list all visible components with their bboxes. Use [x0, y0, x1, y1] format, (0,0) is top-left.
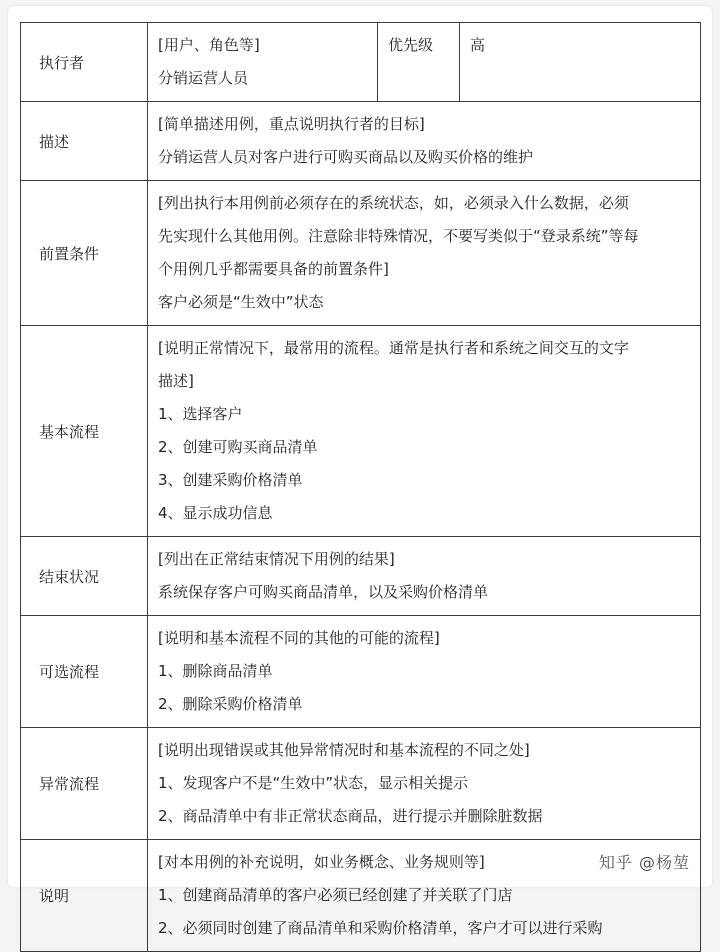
exception-flow-step: 1、发现客户不是“生效中”状态，显示相关提示 — [158, 774, 469, 792]
use-case-table — [20, 22, 701, 952]
end-state-hint: [列出在正常结束情况下用例的结果] — [158, 550, 395, 568]
exception-flow-label: 异常流程 — [21, 728, 148, 840]
zhihu-watermark: 知乎 @杨堃 — [598, 853, 690, 872]
exception-flow-step: 2、商品清单中有非正常状态商品，进行提示并删除脏数据 — [158, 807, 543, 825]
description-label: 描述 — [21, 102, 148, 181]
basic-flow-row — [21, 326, 701, 537]
basic-flow-step: 4、显示成功信息 — [158, 504, 273, 522]
end-state-row — [21, 537, 701, 616]
description-text: 分销运营人员对客户进行可购买商品以及购买价格的维护 — [158, 148, 534, 166]
precondition-text: 客户必须是“生效中”状态 — [158, 293, 324, 311]
actor-row — [21, 23, 701, 102]
precondition-hint-line: 先实现什么其他用例。注意除非特殊情况，不要写类似于“登录系统”等每 — [158, 227, 639, 245]
precondition-label: 前置条件 — [21, 181, 148, 326]
end-state-label: 结束状况 — [21, 537, 148, 616]
exception-flow-hint: [说明出现错误或其他异常情况时和基本流程的不同之处] — [158, 741, 530, 759]
precondition-cell — [148, 181, 701, 326]
alt-flow-hint: [说明和基本流程不同的其他的可能的流程] — [158, 629, 440, 647]
basic-flow-step: 2、创建可购买商品清单 — [158, 438, 318, 456]
end-state-cell — [148, 537, 701, 616]
basic-flow-hint-line: [说明正常情况下，最常用的流程。通常是执行者和系统之间交互的文字 — [158, 339, 629, 357]
basic-flow-step: 1、选择客户 — [158, 405, 243, 423]
alt-flow-row — [21, 616, 701, 728]
alt-flow-step: 2、删除采购价格清单 — [158, 695, 303, 713]
exception-flow-row — [21, 728, 701, 840]
basic-flow-cell — [148, 326, 701, 537]
actor-label: 执行者 — [21, 23, 148, 102]
basic-flow-step: 3、创建采购价格清单 — [158, 471, 303, 489]
actor-hint: [用户、角色等] — [158, 36, 260, 54]
notes-hint: [对本用例的补充说明，如业务概念、业务规则等] — [158, 853, 485, 871]
end-state-text: 系统保存客户可购买商品清单，以及采购价格清单 — [158, 583, 489, 601]
priority-label: 优先级 — [378, 23, 460, 102]
priority-value: 高 — [460, 23, 701, 102]
exception-flow-cell — [148, 728, 701, 840]
actor-value: 分销运营人员 — [158, 69, 249, 87]
notes-line: 2、必须同时创建了商品清单和采购价格清单，客户才可以进行采购 — [158, 919, 603, 937]
notes-label: 说明 — [21, 840, 148, 952]
precondition-row — [21, 181, 701, 326]
basic-flow-label: 基本流程 — [21, 326, 148, 537]
description-hint: [简单描述用例，重点说明执行者的目标] — [158, 115, 425, 133]
description-cell — [148, 102, 701, 181]
document-sheet — [8, 6, 712, 937]
alt-flow-step: 1、删除商品清单 — [158, 662, 273, 680]
actor-cell — [148, 23, 378, 102]
basic-flow-hint-line: 描述] — [158, 372, 194, 390]
precondition-hint-line: 个用例几乎都需要具备的前置条件] — [158, 260, 389, 278]
notes-line: 1、创建商品清单的客户必须已经创建了并关联了门店 — [158, 886, 513, 904]
description-row — [21, 102, 701, 181]
alt-flow-label: 可选流程 — [21, 616, 148, 728]
alt-flow-cell — [148, 616, 701, 728]
precondition-hint-line: [列出执行本用例前必须存在的系统状态，如，必须录入什么数据，必须 — [158, 194, 629, 212]
